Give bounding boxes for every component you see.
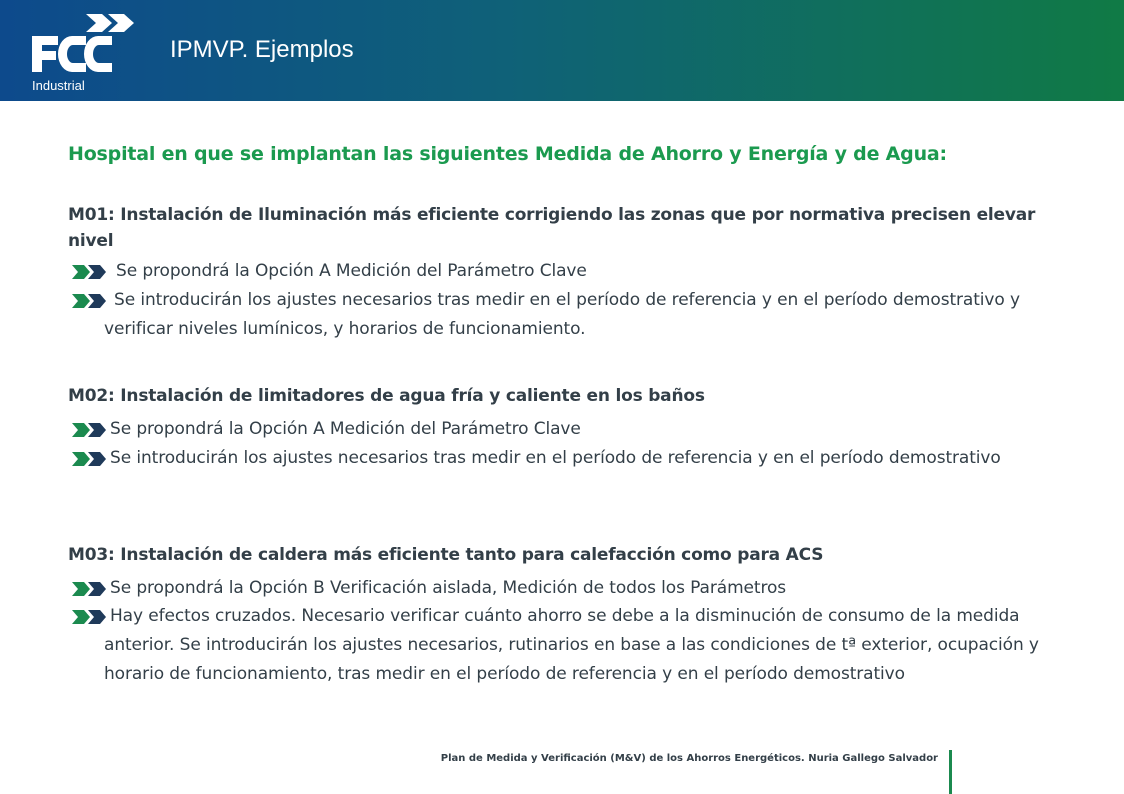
double-chevron-icon	[72, 423, 108, 437]
bullet-text: Hay efectos cruzados. Necesario verificar cuánto ahorro se debe a la disminución de consumo de la medida anterior. Se introducirán los ajustes necesarios, rutinarios en base a las condiciones de tª exterior, ocupación y horario de funcionamiento, tras medir en el período de referencia y en el período demostrativo	[104, 606, 1039, 684]
bullet-text: Se propondrá la Opción B Verificación aislada, Medición de todos los Parámetros	[110, 578, 787, 598]
double-chevron-icon	[72, 452, 108, 466]
measure-title-m02: M02: Instalación de limitadores de agua fría y caliente en los baños	[68, 386, 705, 406]
measure-bullet	[72, 602, 1062, 689]
intro-heading: Hospital en que se implantan las siguientes Medida de Ahorro y Energía y de Agua:	[68, 143, 947, 165]
measure-bullet	[72, 286, 1062, 344]
fcc-logo	[28, 14, 143, 94]
double-chevron-icon	[72, 610, 108, 624]
measure-bullet	[72, 257, 1062, 286]
logo-subtitle: Industrial	[32, 78, 85, 93]
bullet-text: Se introducirán los ajustes necesarios tras medir en el período de referencia y en el período demostrativo y verificar niveles lumínicos, y horarios de funcionamiento.	[104, 290, 1020, 339]
measure-bullet	[72, 444, 1062, 473]
bullet-text: Se propondrá la Opción A Medición del Parámetro Clave	[110, 419, 581, 439]
double-chevron-icon	[72, 582, 108, 596]
page-title: IPMVP. Ejemplos	[170, 36, 354, 63]
fcc-logo-icon	[28, 14, 143, 78]
measure-bullet	[72, 574, 1062, 603]
bullet-text: Se introducirán los ajustes necesarios tras medir en el período de referencia y en el período demostrativo	[110, 448, 1001, 468]
measure-title-m03: M03: Instalación de caldera más eficiente tanto para calefacción como para ACS	[68, 545, 824, 565]
double-chevron-icon	[72, 265, 108, 279]
footer-text: Plan de Medida y Verificación (M&V) de los Ahorros Energéticos. Nuria Gallego Salvador	[440, 753, 938, 764]
header-banner	[0, 0, 1124, 101]
bullet-text: Se propondrá la Opción A Medición del Parámetro Clave	[116, 261, 587, 281]
measure-bullet	[72, 415, 1062, 444]
measure-title-m01: M01: Instalación de Iluminación más eficiente corrigiendo las zonas que por normativa precisen elevar nivel	[68, 205, 1036, 251]
double-chevron-icon	[72, 294, 108, 308]
footer-divider	[949, 750, 952, 794]
